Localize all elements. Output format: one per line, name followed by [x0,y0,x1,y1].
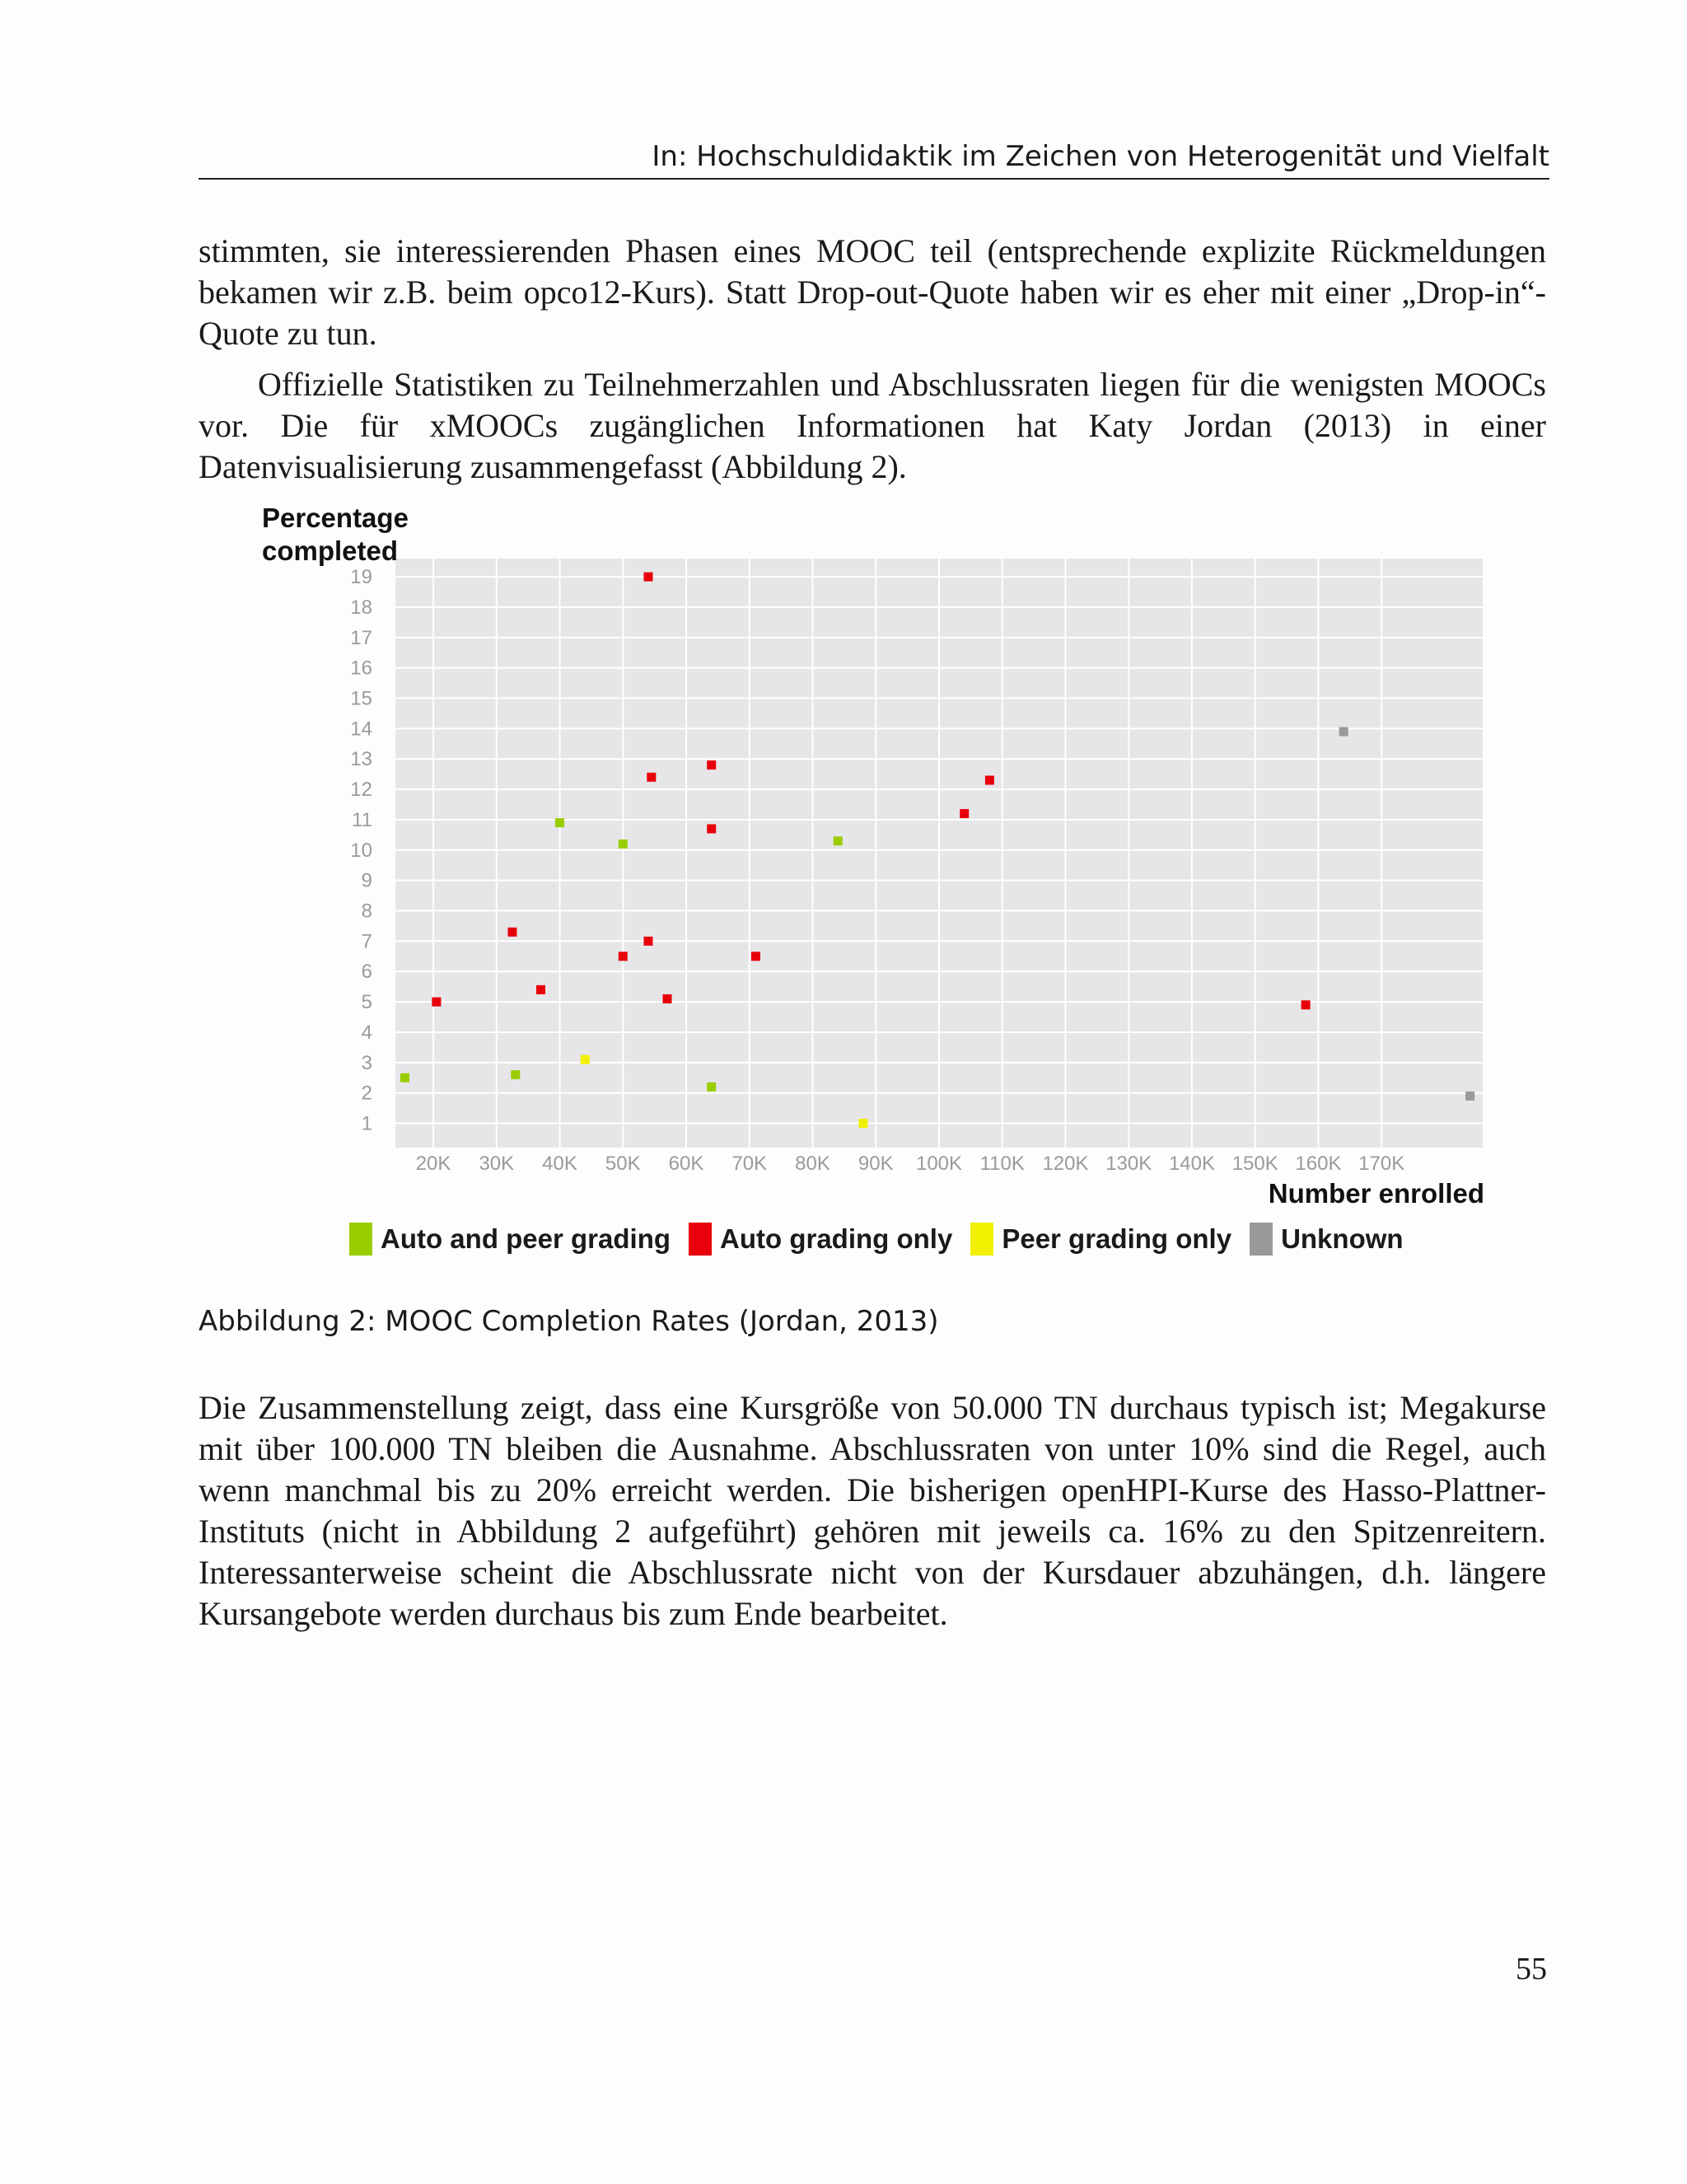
legend-item-unknown [1250,1223,1403,1256]
x-tick-label: 20K [415,1153,451,1175]
data-point-auto-grading-only-8 [707,760,716,769]
data-point-auto-and-peer-grading-5 [834,836,843,845]
x-tick-label: 120K [1042,1153,1089,1175]
y-tick-label: 5 [361,991,372,1014]
y-tick-label: 2 [361,1082,372,1105]
y-tick-label: 6 [361,961,372,984]
y-tick-label: 4 [361,1021,372,1044]
data-point-auto-grading-only-10 [751,952,760,961]
x-tick-label: 70K [731,1153,768,1175]
data-point-auto-grading-only-5 [643,937,652,946]
x-tick-label: 30K [479,1153,515,1175]
y-tick-label: 19 [350,566,372,589]
data-point-auto-and-peer-grading-1 [511,1070,520,1079]
page-number: 55 [1516,1952,1547,1986]
data-point-unknown-1 [1465,1092,1474,1101]
x-tick-label: 80K [795,1153,830,1175]
legend-label-auto-only: Auto grading only [720,1223,953,1254]
x-tick-label: 50K [605,1153,641,1175]
x-tick-label: 160K [1295,1153,1342,1175]
y-tick-label: 17 [350,626,372,649]
data-point-auto-grading-only-0 [432,998,441,1007]
data-point-auto-grading-only-12 [985,776,994,785]
x-tick-label: 40K [542,1153,577,1175]
data-point-auto-grading-only-13 [1301,1000,1311,1009]
data-point-auto-grading-only-6 [647,773,656,782]
data-point-auto-grading-only-3 [619,952,628,961]
data-point-auto-grading-only-11 [960,809,969,818]
y-tick-label: 11 [352,808,372,831]
data-point-auto-grading-only-9 [707,825,716,834]
data-point-auto-grading-only-4 [643,573,652,582]
data-point-auto-grading-only-2 [536,985,545,994]
y-axis-title-line2: completed [262,535,399,566]
y-tick-label: 16 [350,657,372,680]
paragraph-2: Offizielle Statistiken zu Teilnehmerzahlen und Abschlussraten liegen für die wenigsten MOOCs vor. Die für xMOOCs zugänglichen Informationen hat Katy Jordan (2013) in einer Datenvisualisierung zusammengefasst (Abbildung 2). [199,366,1546,485]
x-tick-label: 140K [1168,1153,1216,1175]
y-tick-label: 1 [361,1112,372,1135]
y-tick-label: 9 [361,869,372,892]
paragraph-1: stimmten, sie interessierenden Phasen eines MOOC teil (entsprechende explizite Rückmeldungen bekamen wir z.B. beim opco12-Kurs). Statt Drop-out-Quote haben wir es eher mit einer „Drop-in“-Quote zu tun. [199,232,1546,352]
data-point-peer-grading-only-0 [581,1055,590,1064]
legend-swatch-auto-and-peer [349,1223,372,1256]
data-point-auto-grading-only-1 [507,928,516,937]
data-point-auto-grading-only-7 [663,994,672,1003]
x-tick-label: 100K [915,1153,963,1175]
data-point-auto-and-peer-grading-3 [619,839,628,849]
y-axis-title-line1: Percentage [262,503,409,533]
data-point-peer-grading-only-1 [858,1119,867,1128]
x-tick-label: 150K [1231,1153,1278,1175]
y-tick-label: 18 [350,596,372,619]
legend-label-peer-only: Peer grading only [1002,1223,1232,1254]
x-tick-label: 90K [858,1153,894,1175]
legend-label-auto-and-peer: Auto and peer grading [381,1223,671,1254]
y-tick-label: 13 [350,748,372,771]
x-tick-label: 130K [1105,1153,1152,1175]
legend-swatch-peer-only [970,1223,993,1256]
data-point-unknown-0 [1339,727,1348,737]
legend-swatch-unknown [1250,1223,1273,1256]
legend-item-peer-only [970,1223,1231,1256]
y-tick-label: 8 [361,900,372,923]
y-tick-label: 15 [350,687,372,710]
legend-item-auto-only [689,1223,952,1256]
data-point-auto-and-peer-grading-0 [400,1073,409,1083]
legend-item-auto-and-peer [349,1223,671,1256]
x-tick-label: 60K [668,1153,704,1175]
figure-caption: Abbildung 2: MOOC Completion Rates (Jordan, 2013) [199,1305,939,1338]
y-tick-label: 10 [350,839,372,862]
y-tick-label: 12 [350,779,372,802]
y-tick-label: 3 [361,1051,372,1074]
data-point-auto-and-peer-grading-2 [555,818,564,827]
completion-rate-scatter-chart [247,494,1499,1219]
running-head: In: Hochschuldidaktik im Zeichen von Heterogenität und Vielfalt [199,140,1549,180]
y-tick-label: 14 [350,718,372,741]
y-tick-label: 7 [361,930,372,953]
x-tick-label: 170K [1358,1153,1405,1175]
legend-label-unknown: Unknown [1281,1223,1404,1254]
paragraph-3: Die Zusammenstellung zeigt, dass eine Kursgröße von 50.000 TN durchaus typisch ist; Megakurse mit über 100.000 TN bleiben die Ausnahme. Abschlussraten von unter 10% sind die Regel, auch wenn manchmal bis zu 20% erreicht werden. Die bisherigen openHPI-Kurse des Hasso-Plattner-Instituts (nicht in Abbildung 2 aufgeführt) gehören mit jeweils ca. 16% zu den Spitzenreitern. Interessanterweise scheint die Abschlussrate nicht von der Kursdauer abzuhängen, d.h. längere Kursangebote werden durchaus bis zum Ende bearbeitet. [199,1389,1546,1632]
legend-swatch-auto-only [689,1223,712,1256]
x-tick-label: 110K [979,1153,1025,1175]
data-point-auto-and-peer-grading-4 [707,1083,716,1092]
chart-legend [349,1221,1422,1257]
x-axis-title: Number enrolled [1268,1178,1484,1209]
